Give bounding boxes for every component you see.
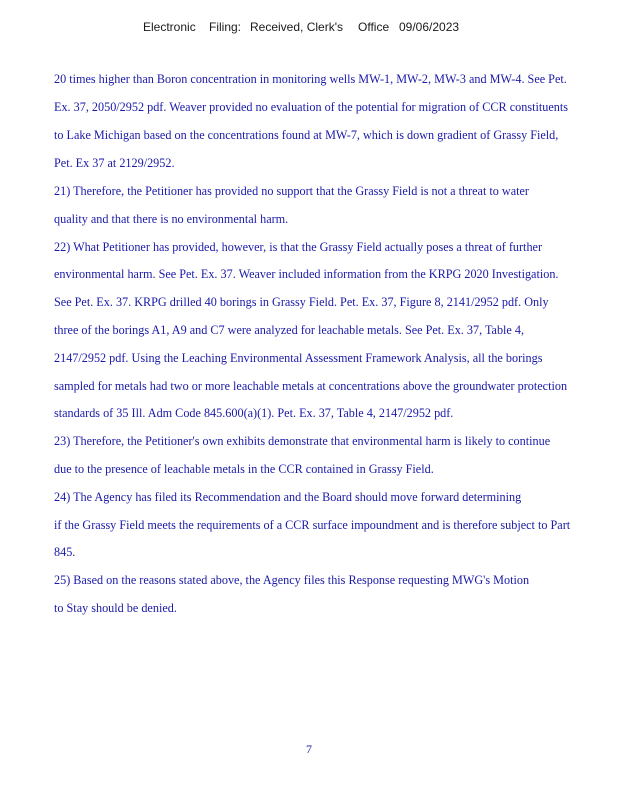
header-electronic: Electronic — [143, 20, 196, 34]
text-line: 20 times higher than Boron concentration in monitoring wells MW-1, MW-2, MW-3 and MW-4. See Pet. — [54, 72, 567, 86]
text-line: 22) What Petitioner has provided, however, is that the Grassy Field actually poses a threat of further — [54, 240, 543, 254]
header-date: 09/06/2023 — [399, 20, 460, 34]
text-line: to Stay should be denied. — [54, 601, 177, 615]
text-line: 845. — [54, 545, 76, 559]
text-line: 25) Based on the reasons stated above, the Agency files this Response requesting MWG's Motion — [54, 573, 530, 587]
text-line: Ex. 37, 2050/2952 pdf. Weaver provided no evaluation of the potential for migration of CCR constituents — [54, 100, 568, 114]
header-filing: Filing: — [209, 20, 242, 34]
text-line: 24) The Agency has filed its Recommendation and the Board should move forward determining — [54, 490, 522, 504]
header-received: Received, Clerk's — [250, 20, 343, 34]
text-line: if the Grassy Field meets the requirements of a CCR surface impoundment and is therefore subject to Part — [54, 518, 571, 532]
text-line: environmental harm. See Pet. Ex. 37. Weaver included information from the KRPG 2020 Investigation. — [54, 267, 559, 281]
page-number: 7 — [306, 742, 312, 756]
text-line: Pet. Ex 37 at 2129/2952. — [54, 156, 175, 170]
text-line: standards of 35 Ill. Adm Code 845.600(a)(1). Pet. Ex. 37, Table 4, 2147/2952 pdf. — [54, 406, 454, 420]
text-line: 2147/2952 pdf. Using the Leaching Environmental Assessment Framework Analysis, all the borings — [54, 351, 543, 365]
text-line: quality and that there is no environmental harm. — [54, 212, 289, 226]
text-line: due to the presence of leachable metals in the CCR contained in Grassy Field. — [54, 462, 434, 476]
text-line: three of the borings A1, A9 and C7 were analyzed for leachable metals. See Pet. Ex. 37, Table 4, — [54, 323, 525, 337]
filing-stamp-header — [0, 20, 618, 38]
text-line: See Pet. Ex. 37. KRPG drilled 40 borings in Grassy Field. Pet. Ex. 37, Figure 8, 2141/2952 pdf. Only — [54, 295, 549, 309]
text-line: 21) Therefore, the Petitioner has provided no support that the Grassy Field is not a threat to water — [54, 184, 529, 198]
text-line: to Lake Michigan based on the concentrations found at MW-7, which is down gradient of Grassy Field, — [54, 128, 559, 142]
text-line: sampled for metals had two or more leachable metals at concentrations above the groundwater protection — [54, 379, 568, 393]
text-line: 23) Therefore, the Petitioner's own exhibits demonstrate that environmental harm is likely to continue — [54, 434, 551, 448]
header-office: Office — [358, 20, 390, 34]
